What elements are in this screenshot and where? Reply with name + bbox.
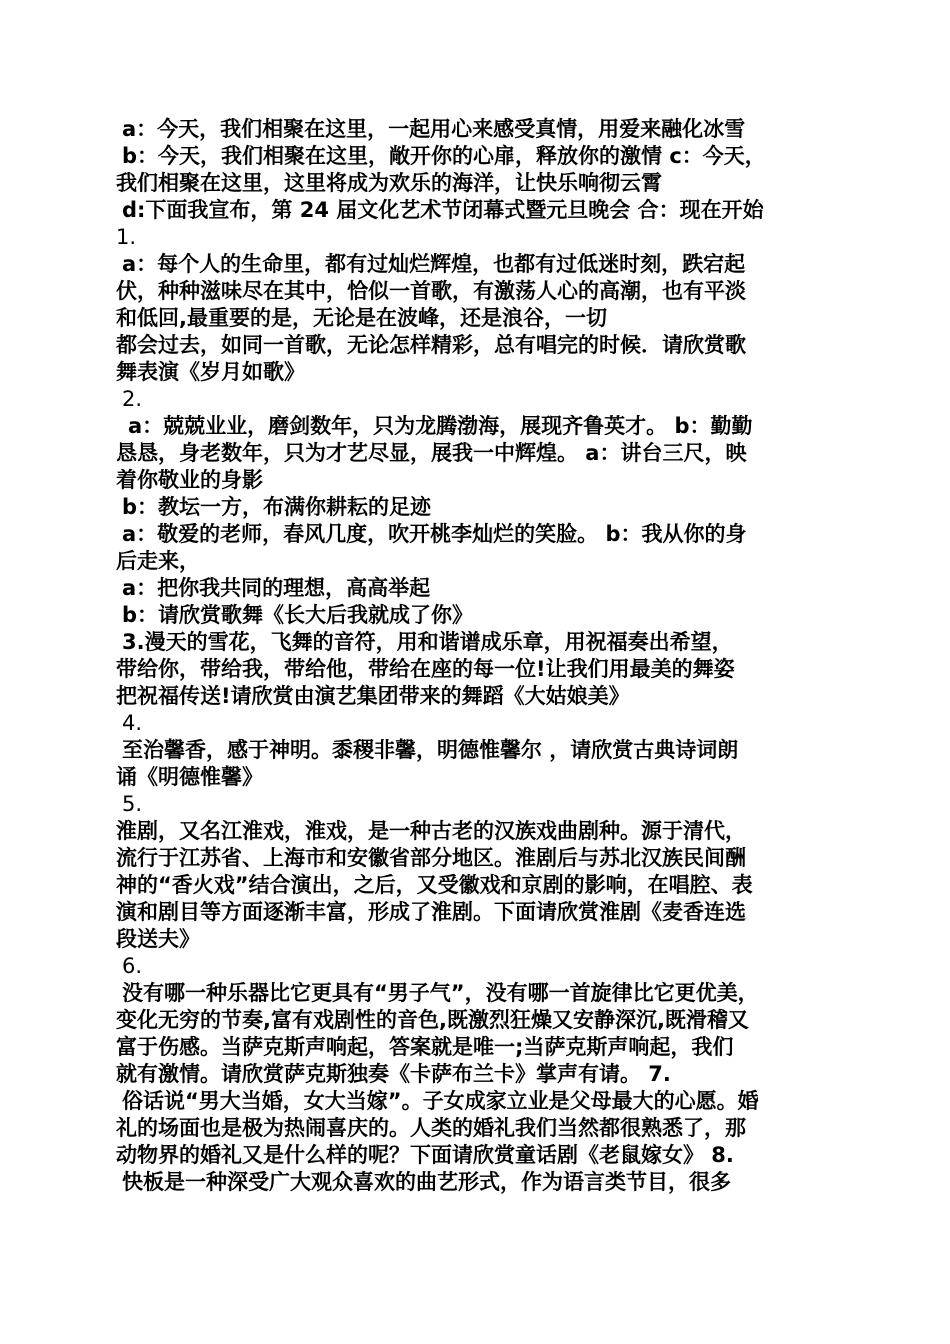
text-line: 着你敬业的身影	[116, 468, 263, 492]
section-number: 2.	[122, 387, 143, 411]
text-line: 舞表演《岁月如歌》	[116, 360, 305, 384]
text-line: 快板是一种深受广大观众喜欢的曲艺形式，作为语言类节目，很多	[122, 1170, 731, 1194]
text-line: 变化无穷的节奏,富有戏剧性的音色,既激烈狂燥又安静深沉,既滑稽又	[116, 1008, 749, 1032]
text-line: 诵《明德惟馨》	[116, 765, 263, 789]
text-line: b：请欣赏歌舞《长大后我就成了你》	[122, 603, 474, 627]
text-line: b：教坛一方，布满你耕耘的足迹	[122, 495, 432, 519]
text-line: 礼的场面也是极为热闹喜庆的。人类的婚礼我们当然都很熟悉了，那	[116, 1116, 746, 1140]
text-line: 就有激情。请欣赏萨克斯独奏《卡萨布兰卡》掌声有请。 7.	[116, 1062, 671, 1086]
text-line: 动物界的婚礼又是什么样的呢？下面请欣赏童话剧《老鼠嫁女》 8.	[116, 1143, 734, 1167]
section-number: 5.	[122, 792, 143, 816]
text-line: 富于伤感。当萨克斯声响起，答案就是唯一;当萨克斯声响起，我们	[116, 1035, 734, 1059]
text-line: b：今天，我们相聚在这里，敞开你的心扉，释放你的激情 c：今天，	[122, 144, 766, 168]
text-line: 段送夫》	[116, 927, 200, 951]
text-line: a：兢兢业业，磨剑数年，只为龙腾渤海，展现齐鲁英才。 b：勤勤	[128, 414, 753, 438]
document-page	[116, 116, 838, 1196]
text-line: 后走来，	[116, 549, 200, 573]
text-line: 恳恳，身老数年，只为才艺尽显，展我一中辉煌。 a：讲台三尺，映	[116, 441, 747, 465]
section-number: 6.	[122, 954, 143, 978]
text-line: 流行于江苏省、上海市和安徽省部分地区。淮剧后与苏北汉族民间酬	[116, 846, 746, 870]
text-line: 演和剧目等方面逐渐丰富，形成了淮剧。下面请欣赏淮剧《麦香连选	[116, 900, 746, 924]
text-line: 我们相聚在这里，这里将成为欢乐的海洋，让快乐响彻云霄	[116, 171, 662, 195]
text-line: 都会过去，如同一首歌，无论怎样精彩，总有唱完的时候．请欣赏歌	[116, 333, 746, 357]
text-line: 没有哪一种乐器比它更具有“男子气”，没有哪一首旋律比它更优美，	[122, 981, 759, 1005]
text-line: 淮剧，又名江淮戏，淮戏，是一种古老的汉族戏曲剧种。源于清代，	[116, 819, 746, 843]
text-line: 把祝福传送!请欣赏由演艺集团带来的舞蹈《大姑娘美》	[116, 684, 630, 708]
text-line: d:下面我宣布，第 24 届文化艺术节闭幕式暨元旦晚会 合：现在开始	[122, 198, 764, 222]
text-line: 至治馨香，感于神明。黍稷非馨，明德惟馨尔 ，请欣赏古典诗词朗	[122, 738, 739, 762]
text-line: a：敬爱的老师，春风几度，吹开桃李灿烂的笑脸。 b：我从你的身	[122, 522, 747, 546]
text-line: 俗话说“男大当婚，女大当嫁”。子女成家立业是父母最大的心愿。婚	[122, 1089, 759, 1113]
section-number: 1.	[116, 225, 137, 249]
text-line: a：把你我共同的理想，高高举起	[122, 576, 431, 600]
text-line: 和低回,最重要的是，无论是在波峰，还是浪谷，一切	[116, 306, 607, 330]
text-line: 带给你，带给我，带给他，带给在座的每一位!让我们用最美的舞姿	[116, 657, 735, 681]
text-line: 3.漫天的雪花，飞舞的音符，用和谐谱成乐章，用祝福奏出希望，	[122, 630, 733, 654]
section-number: 4.	[122, 711, 143, 735]
text-line: a：每个人的生命里，都有过灿烂辉煌，也都有过低迷时刻，跌宕起	[122, 252, 746, 276]
text-line: a：今天，我们相聚在这里，一起用心来感受真情，用爱来融化冰雪	[122, 117, 746, 141]
text-line: 伏，种种滋味尽在其中，恰似一首歌，有激荡人心的高潮，也有平淡	[116, 279, 746, 303]
text-line: 神的“香火戏”结合演出，之后，又受徽戏和京剧的影响，在唱腔、表	[116, 873, 753, 897]
